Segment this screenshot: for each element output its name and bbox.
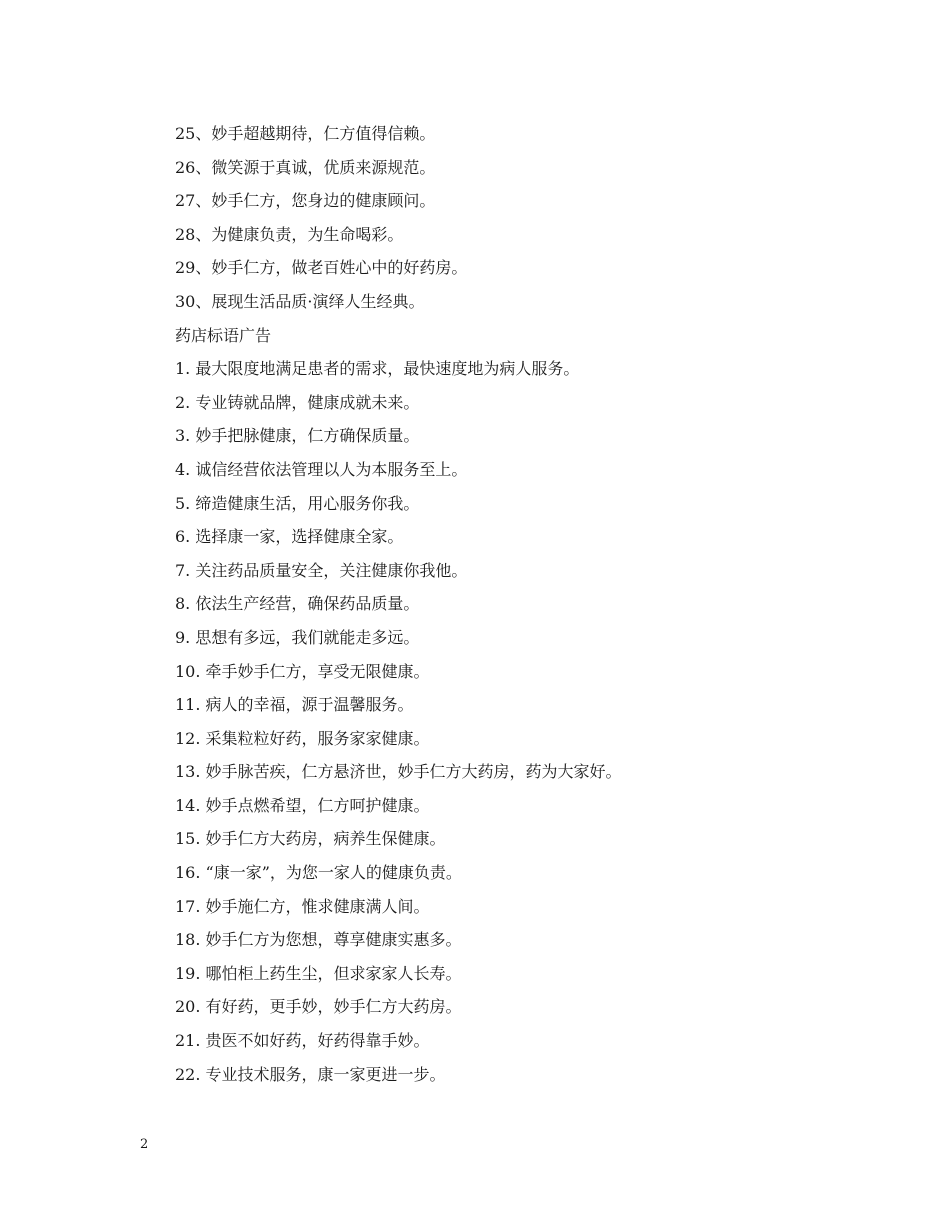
text-line: 20. 有好药，更手妙，妙手仁方大药房。: [175, 997, 462, 1017]
text-line: 29、妙手仁方，做老百姓心中的好药房。: [175, 258, 468, 278]
page-number: 2: [140, 1137, 149, 1152]
section-heading: 药店标语广告: [175, 325, 272, 345]
text-line: 10. 牵手妙手仁方，享受无限健康。: [175, 661, 430, 681]
text-line: 26、微笑源于真诚，优质来源规范。: [175, 157, 436, 177]
document-body: [175, 117, 875, 1091]
text-line: 16. “康一家”，为您一家人的健康负责。: [175, 863, 462, 883]
text-line: 7. 关注药品质量安全，关注健康你我他。: [175, 560, 468, 580]
text-line: 12. 采集粒粒好药，服务家家健康。: [175, 728, 430, 748]
text-line: 14. 妙手点燃希望，仁方呵护健康。: [175, 795, 430, 815]
text-line: 27、妙手仁方，您身边的健康顾问。: [175, 191, 436, 211]
text-line: 19. 哪怕柜上药生尘，但求家家人长寿。: [175, 963, 462, 983]
text-line: 5. 缔造健康生活，用心服务你我。: [175, 493, 420, 513]
text-line: 21. 贵医不如好药，好药得靠手妙。: [175, 1031, 430, 1051]
text-line: 8. 依法生产经营，确保药品质量。: [175, 594, 420, 614]
text-line: 13. 妙手脉苦疾，仁方悬济世，妙手仁方大药房，药为大家好。: [175, 762, 622, 782]
text-line: 18. 妙手仁方为您想，尊享健康实惠多。: [175, 930, 462, 950]
text-line: 17. 妙手施仁方，惟求健康满人间。: [175, 896, 430, 916]
text-line: 3. 妙手把脉健康，仁方确保质量。: [175, 426, 420, 446]
text-line: 6. 选择康一家，选择健康全家。: [175, 527, 404, 547]
text-line: 9. 思想有多远，我们就能走多远。: [175, 627, 420, 647]
text-line: 30、展现生活品质·演绎人生经典。: [175, 291, 425, 311]
text-line: 28、为健康负责，为生命喝彩。: [175, 224, 404, 244]
text-line: 22. 专业技术服务，康一家更进一步。: [175, 1064, 446, 1084]
text-line: 11. 病人的幸福，源于温馨服务。: [175, 695, 414, 715]
text-line: 2. 专业铸就品牌，健康成就未来。: [175, 392, 420, 412]
text-line: 1. 最大限度地满足患者的需求，最快速度地为病人服务。: [175, 359, 580, 379]
text-line: 4. 诚信经营依法管理以人为本服务至上。: [175, 459, 468, 479]
text-line: 25、妙手超越期待，仁方值得信赖。: [175, 124, 436, 143]
text-line: 15. 妙手仁方大药房，病养生保健康。: [175, 829, 446, 849]
